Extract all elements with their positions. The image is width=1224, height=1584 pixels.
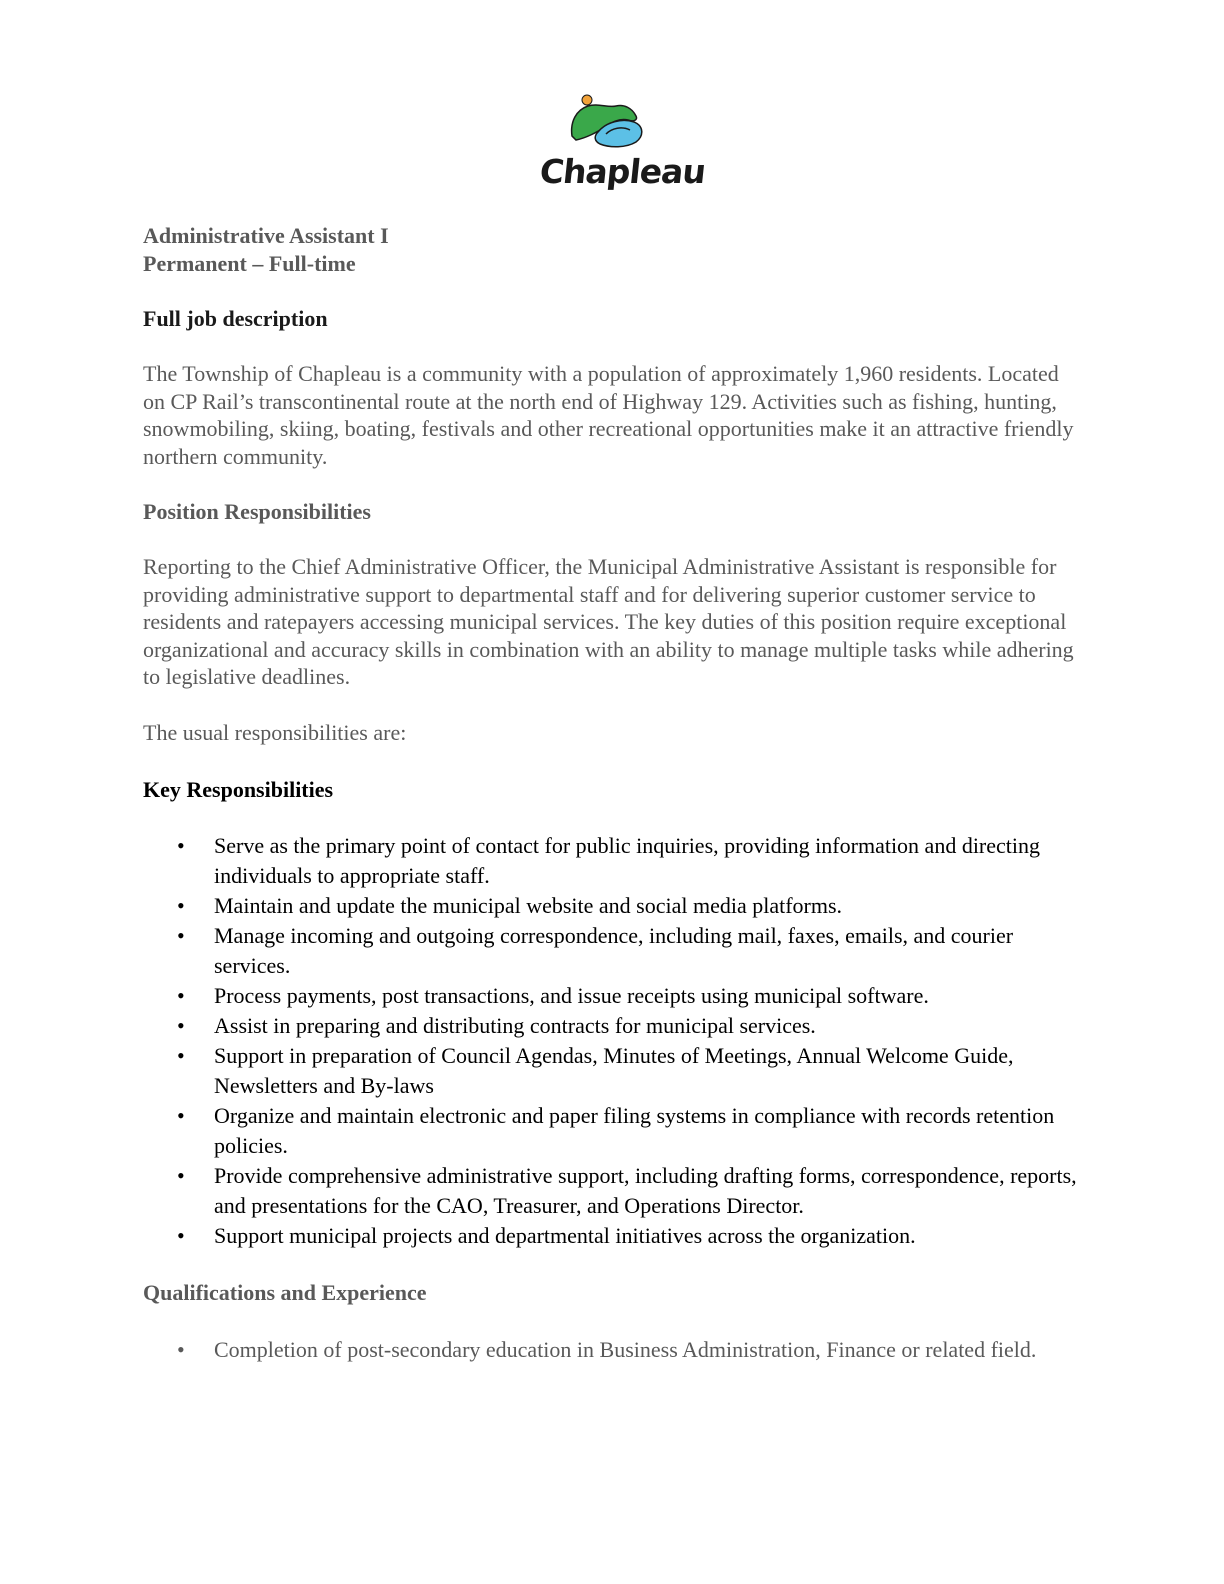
bullet-icon: • [177,983,185,1008]
job-type: Permanent – Full-time [143,251,356,276]
bullet-icon: • [177,1163,185,1188]
key-responsibilities-list [143,831,1083,1251]
list-item: • Support in preparation of Council Agendas, Minutes of Meetings, Annual Welcome Guide, Newsletters and By-laws [177,1043,1014,1098]
qualifications-list [143,1336,1083,1364]
document-body [143,222,1083,1364]
list-item: • Completion of post-secondary education in Business Administration, Finance or related field. [177,1337,1037,1362]
list-item: • Organize and maintain electronic and paper filing systems in compliance with records retention policies. [177,1103,1055,1158]
list-item: • Maintain and update the municipal website and social media platforms. [143,891,1083,921]
list-item: • Support municipal projects and departmental initiatives across the organization. [143,1221,1083,1251]
bullet-icon: • [177,1103,185,1128]
logo-text: Chapleau [537,152,708,191]
position-responsibilities-heading: Position Responsibilities [143,499,371,524]
list-item: • Manage incoming and outgoing correspondence, including mail, faxes, emails, and courier services. [177,923,1014,978]
qualifications-heading: Qualifications and Experience [143,1280,427,1305]
bullet-icon: • [177,1337,185,1362]
bullet-icon: • [177,1223,185,1248]
list-item: • Provide comprehensive administrative support, including drafting forms, correspondence, reports, and presentations for the CAO, Treasurer, and Operations Director. [177,1163,1077,1218]
usual-responsibilities-text: The usual responsibilities are: [143,719,407,745]
bullet-icon: • [177,923,185,948]
position-paragraph: Reporting to the Chief Administrative Officer, the Municipal Administrative Assistant is responsible for providing administrative support to departmental staff and for delivering superior customer service to residents and ratepayers accessing municipal services. The key duties of this position require exceptional organizational and accuracy skills in combination with an ability to manage multiple tasks while adhering to legislative deadlines. [143,554,1074,689]
key-responsibilities-heading: Key Responsibilities [143,777,334,802]
bullet-icon: • [177,1043,185,1068]
logo-sun [582,95,592,105]
chapleau-logo [537,92,708,204]
list-item: • Serve as the primary point of contact for public inquiries, providing information and directing individuals to appropriate staff. [177,833,1041,888]
list-item: • Assist in preparing and distributing contracts for municipal services. [143,1011,1083,1041]
job-title: Administrative Assistant I [143,223,389,248]
bullet-icon: • [177,893,185,918]
full-description-heading: Full job description [143,306,328,331]
bullet-icon: • [177,1013,185,1038]
intro-paragraph: The Township of Chapleau is a community with a population of approximately 1,960 residents. Located on CP Rail’s transcontinental route at the north end of Highway 129. Activities such as fishing, hunting, snowmobiling, skiing, boating, festivals and other recreational opportunities make it an attractive friendly northern community. [143,361,1074,469]
list-item: • Process payments, post transactions, and issue receipts using municipal software. [143,981,1083,1011]
bullet-icon: • [177,833,185,858]
